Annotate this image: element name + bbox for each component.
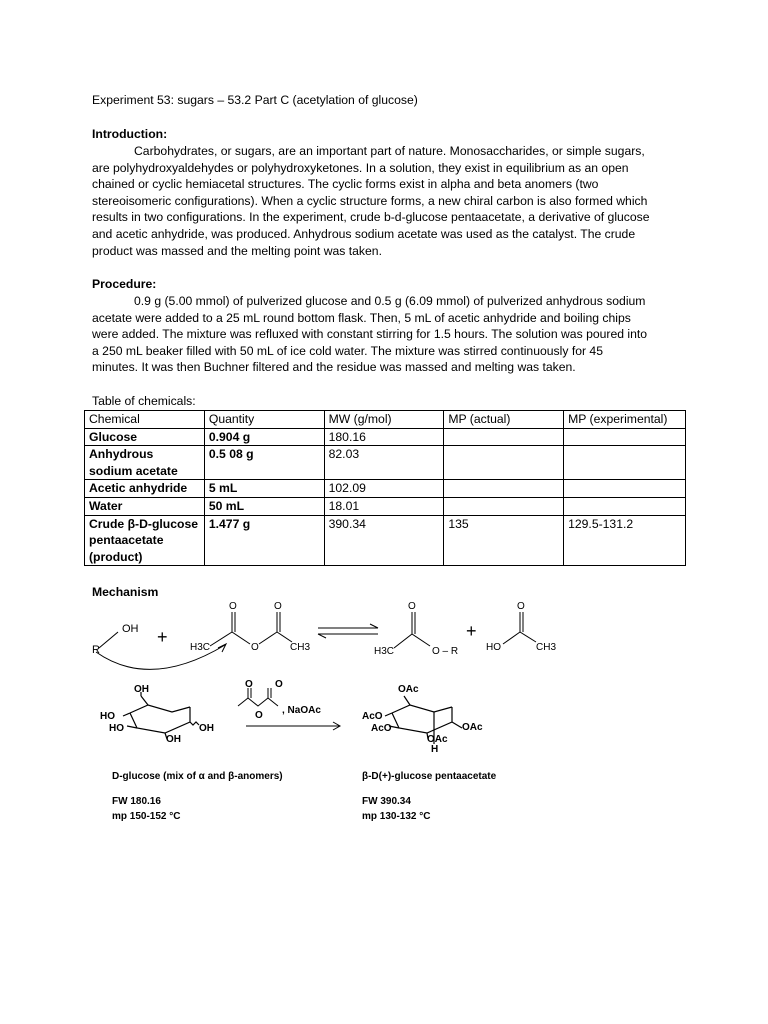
hydroxyl-label: OH [122,623,139,635]
bond-line [259,632,277,644]
carbonyl-o-label: O [229,601,237,612]
plus-sign: + [466,621,477,641]
bond-line [210,632,232,646]
ester-o-r-label: O – R [432,646,459,657]
h3c-label: H3C [190,642,211,653]
arrow-head [370,624,378,628]
table-cell: 5 mL [204,480,324,498]
reactant-mp: mp 150-152 °C [112,811,181,822]
header-cell: Chemical [85,411,205,429]
procedure-line: were added. The mixture was refluxed with constant stirring for 1.5 hours. The solution was poured into [92,327,648,342]
header-cell: MP (actual) [444,411,564,429]
intro-line: chained or cyclic hemiacetal structures. The cyclic forms exist in alpha and beta anomers (two [92,177,599,192]
bond-line [232,632,250,644]
table-cell: 135 [444,515,564,566]
reactant-fw: FW 180.16 [112,796,161,807]
bridge-o-label: O [251,642,259,653]
table-caption: Table of chemicals: [92,394,196,408]
bond-line [412,634,430,646]
intro-line: product was massed and the melting point was taken. [92,243,382,258]
bond-line [99,632,118,648]
procedure-line: acetate were added to a 25 mL round bottom flask. Then, 5 mL of acetic anhydride and boiling chips [92,310,631,325]
wavy-bond [190,722,199,725]
substituent-bond [141,696,148,705]
ring-label: AcO [371,723,392,734]
ring-label: H [431,744,439,755]
table-cell: Anhydrous sodium acetate [85,446,205,480]
header-cell: Quantity [204,411,324,429]
intro-line: and acetic anhydride, was produced. Anhydrous sodium acetate was used as the catalyst. The crude [92,226,636,241]
carbonyl-o-label: O [274,601,282,612]
header-cell: MP (experimental) [564,411,686,429]
procedure-line: 0.9 g (5.00 mmol) of pulverized glucose and 0.5 g (6.09 mmol) of pulverized anhydrous sodium [134,294,646,308]
ho-label: HO [486,642,501,653]
product-mp: mp 130-132 °C [362,811,431,822]
table-cell: 0.5 08 g [204,446,324,480]
reactant-name: D-glucose (mix of α and β-anomers) [112,771,283,782]
ring-label: OAc [427,734,448,745]
table-cell: 50 mL [204,497,324,515]
ring-label: HO [100,711,115,722]
table-cell: Acetic anhydride [85,480,205,498]
procedure-line: a 250 mL beaker filled with 50 mL of ice cold water. The mixture was stirred continuously for 45 [92,343,603,358]
substituent-bond [127,726,137,728]
product-name: β-D(+)-glucose pentaacetate [362,771,497,782]
ring-label: OAc [462,722,483,733]
substituent-bond [123,713,130,716]
substituent-bond [385,713,392,716]
substituent-bond [452,722,462,728]
header-cell: MW (g/mol) [324,411,444,429]
table-cell: 1.477 g [204,515,324,566]
reagent-o-label: O [275,679,283,690]
table-cell: 102.09 [324,480,444,498]
catalyst-label: , NaOAc [282,705,321,716]
ch3-label: CH3 [536,642,557,653]
bond-line [277,632,292,642]
ring-label: OH [166,734,181,745]
plus-sign: + [157,627,168,647]
bond-line [503,632,520,644]
reaction-step-2 [100,679,497,822]
ring-label: AcO [362,711,383,722]
intro-line: results in two configurations. In the experiment, crude b-d-glucose pentaacetate, a derivative of glucose [92,210,650,225]
introduction-heading: Introduction: [92,127,168,141]
ring-label: HO [109,723,124,734]
ring-bond [130,705,190,713]
intro-line: are polyhydroxyaldehydes or polyhydroxyketones. In a solution, they exist in equilibrium as an open [92,160,629,175]
reagent-o-label: O [255,710,263,721]
intro-line: stereoisomeric configurations). When a cyclic structure forms, a new chiral carbon is also formed which [92,193,648,208]
ring-bond [130,707,190,733]
table-cell: 82.03 [324,446,444,480]
product-fw: FW 390.34 [362,796,411,807]
carbonyl-o-label: O [408,601,416,612]
substituent-bond [404,696,410,705]
reagent-o-label: O [245,679,253,690]
table-cell: 129.5-131.2 [564,515,686,566]
intro-line: Carbohydrates, or sugars, are an important part of nature. Monosaccharides, or simple sugars, [134,144,645,158]
table-cell: Crude β-D-glucose pentaacetate (product) [85,515,205,566]
table-cell: Glucose [85,428,205,446]
r-group-label: R [92,644,100,656]
table-cell: 0.904 g [204,428,324,446]
procedure-line: minutes. It was then Buchner filtered and the residue was massed and melting was taken. [92,360,576,375]
table-cell: 18.01 [324,497,444,515]
document-title: Experiment 53: sugars – 53.2 Part C (acetylation of glucose) [92,93,418,107]
table-cell: Water [85,497,205,515]
ring-label: OH [134,684,149,695]
ch3-label: CH3 [290,642,311,653]
ring-label: OH [199,723,214,734]
reaction-step-1 [92,601,556,669]
h3c-label: H3C [374,646,395,657]
mechanism-heading: Mechanism [92,585,159,599]
carbonyl-o-label: O [517,601,525,612]
bond-line [394,634,412,648]
reagent-bond [238,698,278,706]
arrow-head [318,634,326,638]
table-cell: 390.34 [324,515,444,566]
procedure-heading: Procedure: [92,277,157,291]
ring-label: OAc [398,684,419,695]
bond-line [520,632,536,642]
ring-bond [392,705,452,713]
ring-bond [392,707,452,733]
table-cell: 180.16 [324,428,444,446]
